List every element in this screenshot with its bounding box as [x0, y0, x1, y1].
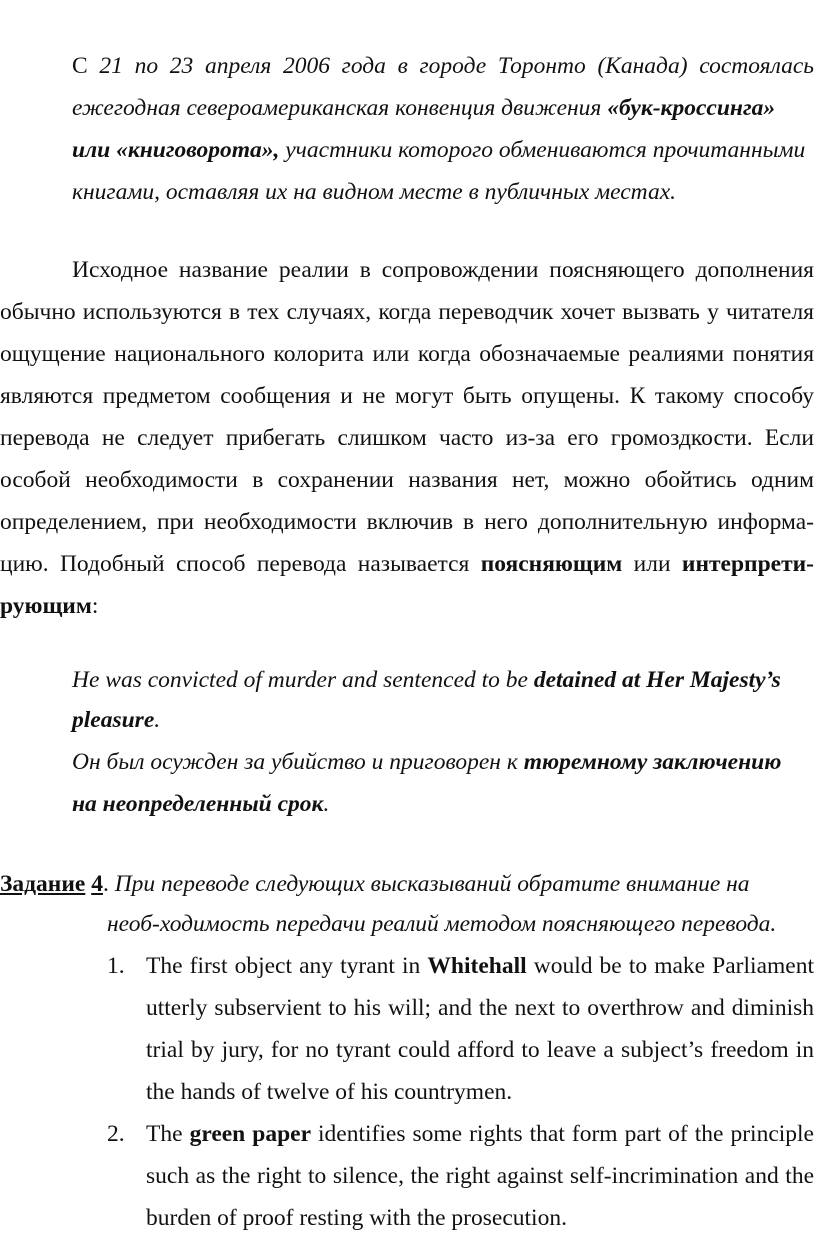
item-2-text-a: The — [146, 1121, 190, 1147]
item-1-line-1 — [146, 952, 814, 980]
item-1-term-whitehall: Whitehall — [427, 953, 527, 979]
task-dot: . — [102, 871, 109, 897]
p2-line-8 — [0, 550, 814, 578]
item-1-text: the hands of twelve of his countrymen. — [146, 1079, 513, 1105]
p2-line-8-text: цию. Подобный способ перевода называется — [0, 551, 481, 577]
task-instruction-line-2 — [107, 910, 776, 938]
item-2-text: burden of proof resting with the prosecution. — [146, 1205, 567, 1231]
task-heading — [0, 870, 750, 898]
p2-line-7 — [0, 508, 814, 536]
p2-line-text: обычно используются в тех случаях, когда переводчик хочет вызвать у читателя — [0, 299, 814, 325]
p2-line-text: определением, при необходимости включив в него дополнительную информа- — [0, 509, 814, 535]
item-1-num-text: 1. — [107, 953, 125, 979]
p1-line-4-text: книгами, оставляя их на видном месте в публичных местах. — [72, 179, 677, 205]
item-1-text: trial by jury, for no tyrant could afford to leave a subject’s freedom in — [146, 1037, 814, 1063]
p2-line-5 — [0, 424, 814, 452]
example-ru-line-1 — [72, 748, 781, 776]
item-1-line-3 — [146, 1036, 814, 1064]
p2-line-9-colon: : — [91, 593, 99, 619]
item-1-text-a: The first object any tyrant in — [146, 953, 428, 979]
term-explanatory: поясняющим — [480, 551, 623, 577]
term-interpretive-part1: интерпрети- — [681, 551, 814, 577]
p1-line-3-text: участники которого обмениваются прочитанными — [279, 137, 806, 163]
item-2-number — [107, 1120, 125, 1148]
p2-line-text: перевода не следует прибегать слишком часто из-за его громоздкости. Если — [0, 425, 814, 451]
p2-line-1 — [72, 256, 814, 284]
task-instruction-2: необ-ходимость передачи реалий методом поясняющего перевода. — [107, 911, 777, 937]
p2-line-text: Исходное название реалии в сопровождении поясняющего дополнения — [72, 257, 814, 283]
example-ru-text: Он был осужден за убийство и приговорен к — [72, 749, 524, 775]
p2-line-9 — [0, 592, 98, 620]
item-1-line-4 — [146, 1078, 512, 1106]
p1-line-4 — [72, 178, 676, 206]
p1-term-knigovorot: или «книговорота», — [72, 137, 280, 163]
p1-term-bookcrossing: «бук-кроссинга» — [607, 95, 776, 121]
example-en-period: . — [154, 707, 161, 733]
item-1-text: utterly subservient to his will; and the next to overthrow and diminish — [146, 995, 814, 1021]
example-ru-term: тюремному заключению — [523, 749, 782, 775]
example-en-term-end: pleasure — [72, 707, 155, 733]
item-2-line-1 — [146, 1120, 814, 1148]
item-1-text-c: would be to make Parliament — [526, 953, 814, 979]
p2-line-6 — [0, 466, 814, 494]
p1-line-1-text: 21 по 23 апреля 2006 года в городе Торонто (Канада) состоялась — [99, 53, 814, 79]
p2-line-2 — [0, 298, 814, 326]
item-1-line-2 — [146, 994, 814, 1022]
example-en-term: detained at Her Majesty’s — [533, 667, 781, 693]
example-ru-term-end: на неопределенный срок — [72, 791, 324, 817]
p2-line-text: являются предметом сообщения и не могут быть опущены. К такому способу — [0, 383, 814, 409]
item-2-num-text: 2. — [107, 1121, 125, 1147]
item-2-text: such as the right to silence, the right against self-incrimination and the — [146, 1163, 814, 1189]
p1-line-1 — [72, 52, 814, 80]
example-en-line-2 — [72, 706, 160, 734]
item-2-term-green-paper: green paper — [189, 1121, 312, 1147]
item-2-line-2 — [146, 1162, 814, 1190]
task-number: 4 — [91, 871, 103, 897]
item-1-number — [107, 952, 125, 980]
example-en-line-1 — [72, 666, 781, 694]
item-2-line-3 — [146, 1204, 567, 1232]
p1-line-2 — [72, 94, 775, 122]
example-ru-period: . — [323, 791, 330, 817]
example-ru-line-2 — [72, 790, 329, 818]
p1-line-3 — [72, 136, 805, 164]
task-label: Задание — [0, 871, 86, 897]
item-2-text-c: identifies some rights that form part of the principle — [311, 1121, 814, 1147]
p2-line-4 — [0, 382, 814, 410]
task-instruction-1: При переводе следующих высказываний обратите внимание на — [108, 871, 750, 897]
p2-line-3 — [0, 340, 814, 368]
example-en-text: He was convicted of murder and sentenced to be — [72, 667, 534, 693]
p2-line-8-or: или — [622, 551, 682, 577]
p2-line-text: особой необходимости в сохранении названия нет, можно обойтись одним — [0, 467, 814, 493]
p1-line-2-text: ежегодная североамериканская конвенция движения — [72, 95, 608, 121]
p1-initial-letter: С — [72, 53, 88, 79]
p2-line-text: ощущение национального колорита или когда обозначаемые реалиями понятия — [0, 341, 814, 367]
term-interpretive-part2: рующим — [0, 593, 92, 619]
